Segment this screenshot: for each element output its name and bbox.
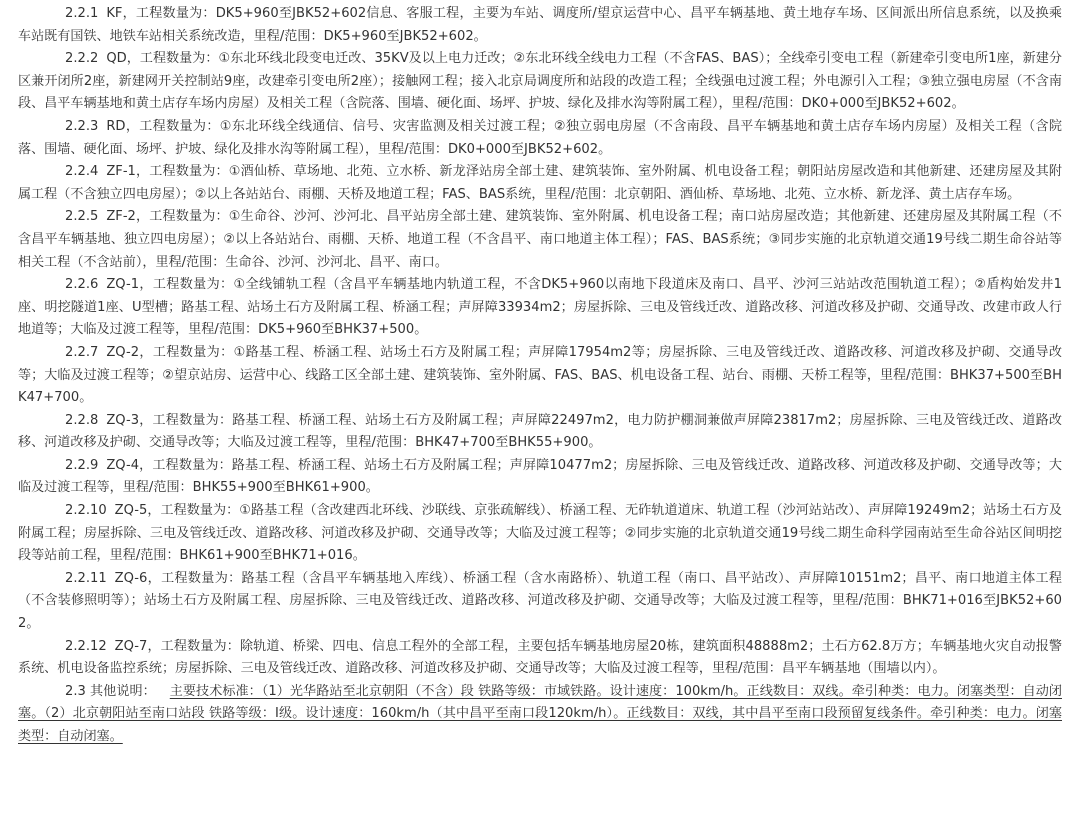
section-2-2-7	[18, 342, 1062, 410]
section-number: 2.2.11	[65, 570, 107, 586]
section-2-2-1	[18, 3, 1062, 48]
section-2-2-2	[18, 48, 1062, 116]
section-text: RD，工程数量为：①东北环线全线通信、信号、灾害监测及相关过渡工程；②独立弱电房屋（不含南段、昌平车辆基地和黄土店存车场内房屋）及相关工程（含院落、围墙、硬化面、场坪、护坡、绿化及排水沟等附属工程），里程/范围：DK0+000至JBK52+602。	[18, 118, 1062, 157]
section-text: ZQ-5，工程数量为：①路基工程（含改建西北环线、沙联线、京张疏解线）、桥涵工程、无砟轨道道床、轨道工程（沙河站站改）、声屏障19249m2；站场土石方及附属工程；房屋拆除、三电及管线迁改、道路改移、河道改移及护砌、交通导改等；大临及过渡工程等；②同步实施的北京轨道交通19号线二期生命科学园南站至生命谷站区间明挖段等站前工程，里程/范围：BHK61+900至BHK71+016。	[18, 503, 1062, 564]
section-text: ZQ-4，工程数量为：路基工程、桥涵工程、站场土石方及附属工程；声屏障10477m2；房屋拆除、三电及管线迁改、道路改移、河道改移及护砌、交通导改等；大临及过渡工程等，里程/范围：BHK55+900至BHK61+900。	[18, 457, 1062, 496]
section-text: ZQ-2，工程数量为：①路基工程、桥涵工程、站场土石方及附属工程；声屏障17954m2等；房屋拆除、三电及管线迁改、道路改移、河道改移及护砌、交通导改等；大临及过渡工程等；②望京站房、运营中心、线路工区全部土建、建筑装饰、室外附属、FAS、BAS、机电设备工程、站台、雨棚、天桥工程等，里程/范围：BHK37+500至BHK47+700。	[18, 344, 1062, 406]
section-text: ZF-2，工程数量为：①生命谷、沙河、沙河北、昌平站房全部土建、建筑装饰、室外附属、机电设备工程；南口站房屋改造；其他新建、还建房屋及其附属工程（不含昌平车辆基地、独立四电房屋）；②以上各站站台、雨棚、天桥、地道工程（不含昌平、南口地道主体工程）；FAS、BAS系统；③同步实施的北京轨道交通19号线二期生命谷站等相关工程（不含站前），里程/范围：生命谷、沙河、沙河北、昌平、南口。	[18, 209, 1062, 270]
section-text: ZQ-3，工程数量为：路基工程、桥涵工程、站场土石方及附属工程；声屏障22497m2，电力防护棚洞兼做声屏障23817m2；房屋拆除、三电及管线迁改、道路改移、河道改移及护砌、交通导改等；大临及过渡工程等，里程/范围：BHK47+700至BHK55+900。	[18, 412, 1062, 451]
section-number: 2.2.2	[65, 51, 99, 67]
section-text: ZQ-7，工程数量为：除轨道、桥梁、四电、信息工程外的全部工程，主要包括车辆基地房屋20栋，建筑面积48888m2；土石方62.8万方；车辆基地火灾自动报警系统、机电设备监控系统；房屋拆除、三电及管线迁改、道路改移、河道改移及护砌、交通导改等；大临及过渡工程等，里程/范围：昌平车辆基地（围墙以内）。	[18, 638, 1062, 677]
section-text: ZQ-6，工程数量为：路基工程（含昌平车辆基地入库线）、桥涵工程（含水南路桥）、轨道工程（南口、昌平站改）、声屏障10151m2；昌平、南口地道主体工程（不含装修照明等）；站场土石方及附属工程、房屋拆除、三电及管线迁改、道路改移、河道改移及护砌、交通导改等；大临及过渡工程等，里程/范围：BHK71+016至JBK52+602。	[18, 570, 1062, 632]
section-number: 2.2.9	[65, 457, 99, 473]
section-2-2-5	[18, 206, 1062, 274]
section-2-2-12	[18, 636, 1062, 681]
section-2-2-11	[18, 568, 1062, 636]
section-text: QD，工程数量为：①东北环线北段变电迁改、35KV及以上电力迁改；②东北环线全线电力工程（不含FAS、BAS）；全线牵引变电工程（新建牵引变电所1座，新建分区兼开闭所2座，新建网开关控制站9座，改建牵引变电所2座）；接触网工程；接入北京局调度所和站段的改造工程；全线强电过渡工程；外电源引入工程；③独立强电房屋（不含南段、昌平车辆基地和黄土店存车场内房屋）及相关工程（含院落、围墙、硬化面、场坪、护坡、绿化及排水沟等附属工程），里程/范围：DK0+000至JBK52+602。	[18, 51, 1062, 112]
section-2-2-6	[18, 274, 1062, 342]
section-2-2-4	[18, 161, 1062, 206]
section-text: ZF-1，工程数量为：①酒仙桥、草场地、北苑、立水桥、新龙泽站房全部土建、建筑装饰、室外附属、机电设备工程；朝阳站房屋改造和其他新建、还建房屋及其附属工程（不含独立四电房屋）；②以上各站站台、雨棚、天桥及地道工程；FAS、BAS系统，里程/范围：北京朝阳、酒仙桥、草场地、北苑、立水桥、新龙泽、黄土店存车场。	[18, 164, 1062, 202]
section-number: 2.2.1	[65, 6, 99, 21]
other-notes-label: 2.3 其他说明：	[65, 683, 156, 699]
section-number: 2.2.12	[65, 638, 107, 654]
section-number: 2.2.8	[65, 412, 99, 428]
section-number: 2.2.5	[65, 209, 99, 225]
section-2-3-other-notes	[18, 681, 1062, 749]
section-number: 2.2.6	[65, 277, 99, 293]
section-2-2-10	[18, 500, 1062, 568]
section-2-2-9	[18, 455, 1062, 500]
section-2-2-3	[18, 116, 1062, 161]
section-number: 2.2.10	[65, 503, 107, 519]
section-2-2-8	[18, 410, 1062, 455]
technical-standards-text: 主要技术标准：（1）光华路站至北京朝阳（不含）段 铁路等级：市域铁路。设计速度：100km/h。正线数目：双线。牵引种类：电力。闭塞类型：自动闭塞。（2）北京朝阳站至南口站段 铁路等级：Ⅰ级。设计速度：160km/h（其中昌平至南口段120km/h）。正线数目：双线，其中昌平至南口段预留复线条件。牵引种类：电力。闭塞类型：自动闭塞。	[18, 683, 1062, 744]
section-number: 2.2.3	[65, 118, 99, 134]
section-text: KF，工程数量为：DK5+960至JBK52+602信息、客服工程，主要为车站、调度所/望京运营中心、昌平车辆基地、黄土地存车场、区间派出所信息系统，以及换乘车站既有国铁、地铁车站相关系统改造，里程/范围：DK5+960至JBK52+602。	[18, 6, 1062, 44]
section-number: 2.2.7	[65, 344, 99, 360]
section-number: 2.2.4	[65, 164, 99, 180]
section-text: ZQ-1，工程数量为：①全线铺轨工程（含昌平车辆基地内轨道工程，不含DK5+960以南地下段道床及南口、昌平、沙河三站站改范围轨道工程）；②盾构始发井1座、明挖隧道1座、U型槽；路基工程、站场土石方及附属工程、桥涵工程；声屏障33934m2；房屋拆除、三电及管线迁改、道路改移、河道改移及护砌、交通导改、改建市政人行地道等；大临及过渡工程等，里程/范围：DK5+960至BHK37+500。	[18, 277, 1062, 338]
